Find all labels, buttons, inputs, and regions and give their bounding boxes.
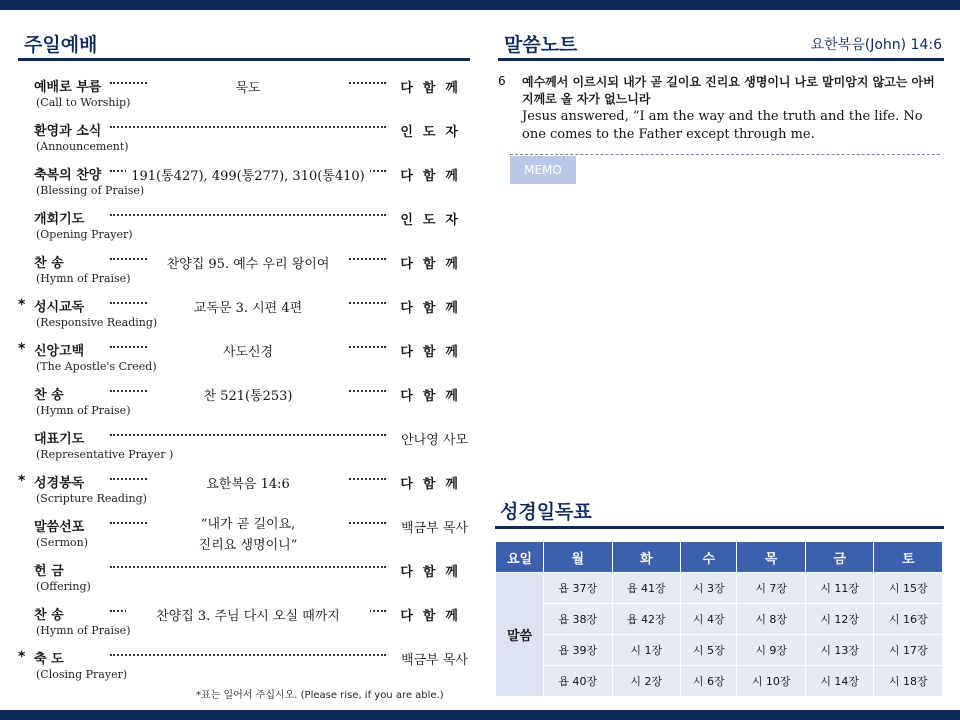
item-english-name: (Sermon) bbox=[36, 536, 89, 549]
item-name: 찬 송 bbox=[34, 384, 66, 403]
item-leader: 다함께 bbox=[388, 77, 468, 96]
reading-row-label: 말씀 bbox=[496, 573, 544, 697]
item-name: 헌 금 bbox=[34, 560, 66, 579]
reading-cell: 욥 37장 bbox=[544, 573, 613, 604]
item-content: 묵도 bbox=[148, 77, 348, 96]
worship-item bbox=[18, 338, 468, 382]
reading-cell: 시 7장 bbox=[737, 573, 806, 604]
dot-leader bbox=[110, 126, 386, 128]
worship-item bbox=[18, 514, 468, 558]
top-border-bar bbox=[0, 0, 960, 10]
reading-cell: 시 9장 bbox=[737, 635, 806, 666]
reading-cell: 시 15장 bbox=[874, 573, 943, 604]
rise-footnote: *표는 일어서 주십시오. (Please rise, if you are able.) bbox=[196, 690, 444, 701]
verse-number: 6 bbox=[498, 74, 506, 88]
worship-item bbox=[18, 250, 468, 294]
worship-item bbox=[18, 426, 468, 470]
verse-english: Jesus answered, “I am the way and the truth and the life. No one comes to the Father except through me. bbox=[522, 109, 923, 142]
item-name: 성경봉독 bbox=[34, 472, 86, 491]
item-name: 개회기도 bbox=[34, 208, 86, 227]
worship-item bbox=[18, 558, 468, 602]
worship-item bbox=[18, 602, 468, 646]
item-name: 성시교독 bbox=[34, 296, 86, 315]
dot-leader bbox=[110, 654, 386, 656]
reading-title: 성경일독표 bbox=[500, 501, 592, 523]
worship-order-list bbox=[18, 74, 468, 690]
item-leader: 다함께 bbox=[388, 165, 468, 184]
item-name: 예배로 부름 bbox=[34, 76, 103, 95]
item-leader: 인도자 bbox=[388, 121, 468, 140]
item-english-name: (Scripture Reading) bbox=[36, 492, 147, 505]
reading-cell: 욥 42장 bbox=[612, 604, 681, 635]
reading-cell: 욥 40장 bbox=[544, 666, 613, 697]
dot-leader bbox=[110, 214, 386, 216]
dot-leader bbox=[110, 566, 386, 568]
item-content: 사도신경 bbox=[148, 341, 348, 360]
reading-cell: 시 2장 bbox=[612, 666, 681, 697]
item-leader: 다함께 bbox=[388, 297, 468, 316]
item-name: 찬 송 bbox=[34, 604, 66, 623]
worship-item bbox=[18, 74, 468, 118]
reading-cell: 욥 39장 bbox=[544, 635, 613, 666]
item-leader: 다함께 bbox=[388, 385, 468, 404]
item-leader: 백금부 목사 bbox=[388, 517, 468, 536]
reading-title-rule bbox=[495, 526, 944, 529]
worship-item bbox=[18, 646, 468, 690]
reading-row bbox=[496, 666, 943, 697]
item-content: 교독문 3. 시편 4편 bbox=[148, 297, 348, 316]
item-leader: 다함께 bbox=[388, 341, 468, 360]
reading-cell: 시 4장 bbox=[681, 604, 737, 635]
reading-cell: 시 14장 bbox=[805, 666, 874, 697]
header-sat: 토 bbox=[874, 542, 943, 573]
item-leader: 다함께 bbox=[388, 605, 468, 624]
reading-cell: 시 3장 bbox=[681, 573, 737, 604]
reading-cell: 시 11장 bbox=[805, 573, 874, 604]
header-fri: 금 bbox=[805, 542, 874, 573]
memo-label: MEMO bbox=[510, 156, 576, 184]
reading-cell: 시 8장 bbox=[737, 604, 806, 635]
item-leader: 다함께 bbox=[388, 561, 468, 580]
notes-title: 말씀노트 bbox=[504, 34, 578, 56]
item-english-name: (Responsive Reading) bbox=[36, 316, 158, 329]
item-content: 요한복음 14:6 bbox=[148, 473, 348, 492]
item-english-name: (Hymn of Praise) bbox=[36, 404, 131, 417]
worship-item bbox=[18, 294, 468, 338]
reading-table bbox=[495, 541, 943, 697]
item-english-name: (Announcement) bbox=[36, 140, 129, 153]
stand-mark: * bbox=[18, 341, 26, 357]
header-tue: 화 bbox=[612, 542, 681, 573]
item-name: 환영과 소식 bbox=[34, 120, 103, 139]
reading-row bbox=[496, 573, 943, 604]
reading-cell: 시 13장 bbox=[805, 635, 874, 666]
item-leader: 다함께 bbox=[388, 253, 468, 272]
header-day: 요일 bbox=[496, 542, 544, 573]
item-english-name: (Closing Prayer) bbox=[36, 668, 128, 681]
reading-cell: 시 6장 bbox=[681, 666, 737, 697]
worship-item bbox=[18, 162, 468, 206]
stand-mark: * bbox=[18, 473, 26, 489]
reading-cell: 시 10장 bbox=[737, 666, 806, 697]
stand-mark: * bbox=[18, 297, 26, 313]
item-name: 축 도 bbox=[34, 648, 66, 667]
reading-cell: 시 12장 bbox=[805, 604, 874, 635]
item-content-line1: “내가 곧 길이요, bbox=[200, 517, 296, 532]
scripture-reference: 요한복음(John) 14:6 bbox=[810, 37, 942, 53]
header-mon: 월 bbox=[544, 542, 613, 573]
reading-cell: 시 5장 bbox=[681, 635, 737, 666]
item-leader: 안나영 사모 bbox=[388, 429, 468, 448]
item-english-name: (Hymn of Praise) bbox=[36, 272, 131, 285]
item-leader: 다함께 bbox=[388, 473, 468, 492]
item-name: 찬 송 bbox=[34, 252, 66, 271]
worship-item bbox=[18, 206, 468, 250]
item-content: 191(통427), 499(통277), 310(통410) bbox=[126, 165, 370, 184]
item-english-name: (Opening Prayer) bbox=[36, 228, 133, 241]
reading-header-row bbox=[496, 542, 943, 573]
item-content bbox=[148, 514, 348, 556]
worship-title-rule bbox=[18, 58, 470, 61]
dot-leader bbox=[110, 434, 386, 436]
bottom-border-bar bbox=[0, 710, 960, 720]
worship-item bbox=[18, 118, 468, 162]
header-thu: 목 bbox=[737, 542, 806, 573]
item-english-name: (Representative Prayer ) bbox=[36, 448, 174, 461]
reading-row bbox=[496, 604, 943, 635]
reading-cell: 시 16장 bbox=[874, 604, 943, 635]
item-english-name: (Blessing of Praise) bbox=[36, 184, 145, 197]
memo-divider bbox=[510, 154, 940, 155]
notes-title-rule bbox=[498, 58, 944, 61]
item-content-line2: 진리요 생명이니” bbox=[198, 538, 298, 553]
reading-row bbox=[496, 635, 943, 666]
item-content: 찬 521(통253) bbox=[148, 385, 348, 404]
item-name: 말씀선포 bbox=[34, 516, 86, 535]
item-english-name: (Offering) bbox=[36, 580, 91, 593]
item-content: 찬양집 95. 예수 우리 왕이여 bbox=[148, 253, 348, 272]
item-english-name: (Hymn of Praise) bbox=[36, 624, 131, 637]
stand-mark: * bbox=[18, 649, 26, 665]
reading-cell: 욥 41장 bbox=[612, 573, 681, 604]
item-content: 찬양집 3. 주님 다시 오실 때까지 bbox=[126, 605, 370, 624]
item-english-name: (Call to Worship) bbox=[36, 96, 131, 109]
worship-item bbox=[18, 470, 468, 514]
item-name: 대표기도 bbox=[34, 428, 86, 447]
verse-korean: 예수께서 이르시되 내가 곧 길이요 진리요 생명이니 나로 말미암지 않고는 아버지께로 올 자가 없느니라 bbox=[522, 75, 935, 106]
reading-cell: 시 17장 bbox=[874, 635, 943, 666]
reading-cell: 욥 38장 bbox=[544, 604, 613, 635]
item-leader: 인도자 bbox=[388, 209, 468, 228]
worship-item bbox=[18, 382, 468, 426]
item-name: 신앙고백 bbox=[34, 340, 86, 359]
reading-cell: 시 1장 bbox=[612, 635, 681, 666]
header-wed: 수 bbox=[681, 542, 737, 573]
item-name: 축복의 찬양 bbox=[34, 164, 103, 183]
worship-title: 주일예배 bbox=[24, 34, 98, 56]
reading-cell: 시 18장 bbox=[874, 666, 943, 697]
item-english-name: (The Apostle's Creed) bbox=[36, 360, 157, 373]
item-leader: 백금부 목사 bbox=[388, 649, 468, 668]
